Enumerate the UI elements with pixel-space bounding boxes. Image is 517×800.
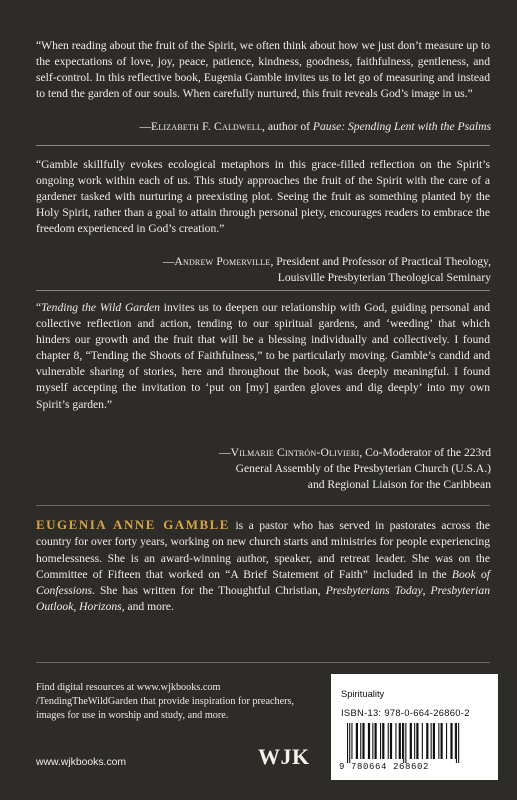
endorsement-attribution-1: —Elizabeth F. Caldwell, author of Pause: Spending Lent with the Psalms (139, 120, 491, 133)
endorsement-quote-2 (36, 157, 490, 237)
quote-3-author-detail-1: , Co-Moderator of the 223rd (359, 446, 491, 459)
author-bio: EUGENIA ANNE GAMBLE is a pastor who has served in pastorates across the country for over forty years, working on new church starts and ministries for people experiencing homelessness. She is an award-winning author, speaker, and retreat leader. She was on the Committee of Fifteen that worked on “A Brief Statement of Faith” included in the Book of Confessions. She has written for the Thoughtful Christian, Presbyterians Today, Presbyterian Outlook, Horizons, and more. (36, 517, 490, 614)
quote-3-text: invites us to deepen our relationship with God, guiding personal and collective reflection and action, tending to our spiritual gardens, and ‘weeding’ that which hinders our growth and the fruit that will be a blessing individually and collectively. I found chapter 8, “Tending the Shoots of Faithfulness,” to be particularly moving. Gamble’s candid and vulnerable sharing of stories, here and throughout the book, was deeply meaningful. I found myself accepting the invitation to ‘put on [my] garden gloves and dig deeply’ into my own Spirit’s garden.” (36, 301, 491, 411)
quote-2-author-detail-2: Louisville Presbyterian Theological Seminary (277, 271, 491, 285)
endorsement-quote-3 (36, 300, 490, 413)
publisher-logo: WJK (258, 744, 310, 769)
publisher-website[interactable]: www.wjkbooks.com (36, 757, 127, 768)
quote-2-author: Andrew Pomerville (174, 255, 271, 268)
section-divider-4 (36, 662, 490, 663)
barcode-bars (345, 723, 485, 763)
quote-1-text: “When reading about the fruit of the Spirit, we often think about how we just don’t measure up to the expectations of love, joy, peace, patience, kindness, goodness, faithfulness, gentleness, and self-control. In this reflective book, Eugenia Gamble invites us to let go of measuring and instead to tend the garden of our souls. When carefully nurtured, this fruit reveals God’s image in us.” (36, 39, 490, 101)
quote-3-author-detail-3: and Regional Liaison for the Caribbean (307, 478, 491, 492)
endorsement-attribution-3: —Vilmarie Cintrón-Olivieri, Co-Moderator of the 223rd General Assembly of the Presbyterian Church (U.S.A.) and Regional Liaison for the Caribbean (219, 446, 491, 492)
barcode-digits: 9 780664 268602 (339, 762, 430, 772)
quote-1-author-detail: , author of (262, 120, 313, 133)
barcode-category: Spirituality (341, 688, 385, 699)
quote-1-author-book: Pause: Spending Lent with the Psalms (312, 120, 491, 133)
author-bio-name: EUGENIA ANNE GAMBLE (36, 517, 230, 532)
endorsement-quote-1 (36, 38, 490, 102)
barcode-isbn: ISBN-13: 978-0-664-26860-2 (341, 707, 470, 718)
quote-2-author-detail-1: , President and Professor of Practical Theology, (270, 255, 491, 268)
quote-3-book-title: Tending the Wild Garden (41, 301, 160, 314)
quote-2-text: “Gamble skillfully evokes ecological metaphors in this grace-filled reflection on the Spirit’s ongoing work within each of us. This study approaches the fruit of the Spirit with the care of a gardener tasked with nurturing a preexisting plot. Seeing the fruit as something planted by the Holy Spirit, rather than a goal to attain through personal piety, encourages readers to embrace the freedom experienced in God’s creation.” (36, 158, 490, 236)
digital-resources-note: Find digital resources at www.wjkbooks.com /TendingTheWildGarden that provide inspiration for preachers, images for use in worship and study, and more. (36, 682, 295, 722)
section-divider-3 (36, 505, 490, 506)
endorsement-attribution-2: —Andrew Pomerville, President and Professor of Practical Theology, Louisville Presbyterian Theological Seminary (162, 255, 491, 285)
quote-1-author: Elizabeth F. Caldwell (151, 120, 263, 133)
barcode-panel (331, 674, 498, 780)
section-divider-1 (36, 145, 490, 146)
quote-3-author-detail-2: General Assembly of the Presbyterian Church (U.S.A.) (235, 462, 491, 476)
section-divider-2 (36, 290, 490, 291)
quote-3-author: Vilmarie Cintrón-Olivieri (230, 446, 360, 459)
quote-3-open: “ (36, 301, 42, 314)
